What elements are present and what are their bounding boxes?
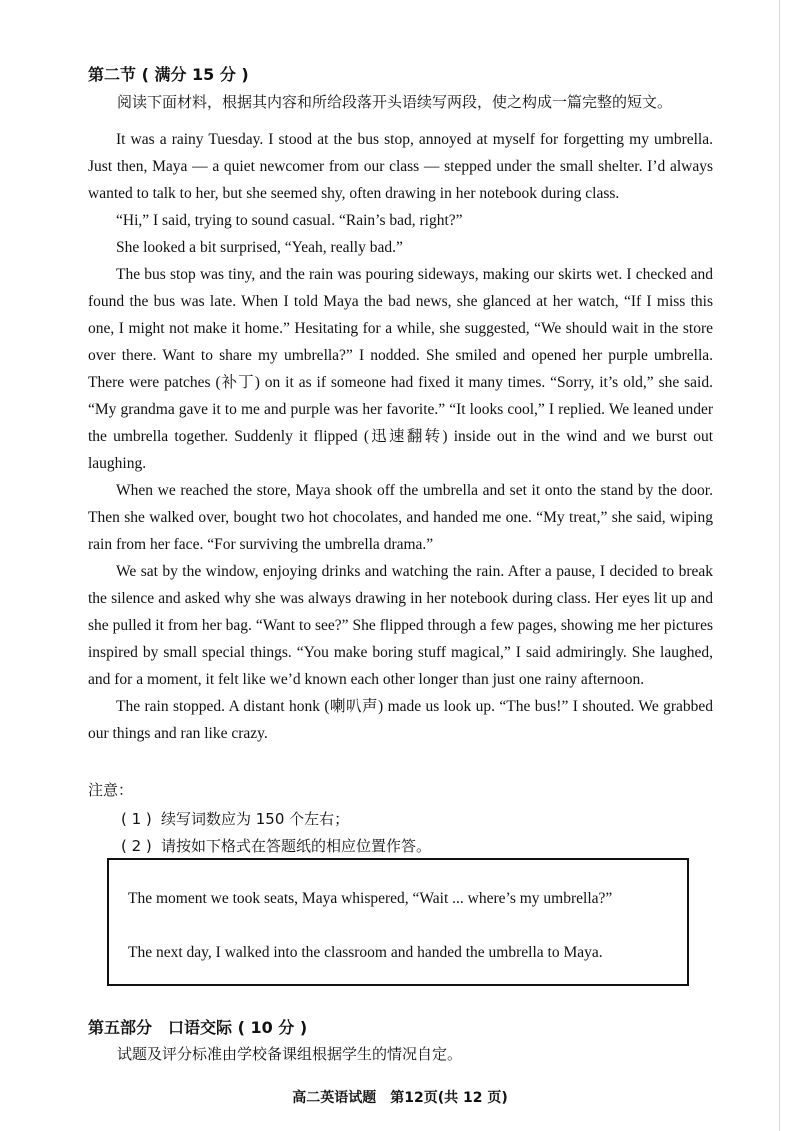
- story-paragraph-7: The rain stopped. A distant honk (喇叭声) made us look up. “The bus!” I shouted. We grabbed our things and ran like crazy.: [88, 698, 713, 742]
- story-paragraph-4: The bus stop was tiny, and the rain was pouring sideways, making our skirts wet. I checked and found the bus was late. When I told Maya the bad news, she glanced at her watch, “If I miss this one, I might not make it home.” Hesitating for a while, she suggested, “We should wait in the store over there. Want to share my umbrella?” I nodded. She smiled and opened her purple umbrella. There were patches (补丁) on it as if someone had fixed it many times. “Sorry, it’s old,” she said. “My grandma gave it to me and purple was her favorite.” “It looks cool,” I replied. We leaned under the umbrella together. Suddenly it flipped (迅速翻转) inside out in the wind and we burst out laughing.: [88, 266, 713, 472]
- continuation-prompt-box: [107, 858, 689, 986]
- page-edge-divider: [779, 0, 780, 1131]
- continuation-opening-1: The moment we took seats, Maya whispered, “Wait ... where’s my umbrella?”: [128, 890, 613, 907]
- story-paragraph-1: It was a rainy Tuesday. I stood at the bus stop, annoyed at myself for forgetting my umbrella. Just then, Maya — a quiet newcomer from our class — stepped under the small shelter. I’d always wanted to talk to her, but she seemed shy, often drawing in her notebook during class.: [88, 131, 713, 202]
- note-item-2: [121, 835, 431, 856]
- note-number: ( 2 ): [121, 837, 152, 855]
- part5-title: 第五部分 口语交际 ( 10 分 ): [88, 1018, 308, 1037]
- note-text: 请按如下格式在答题纸的相应位置作答。: [161, 837, 432, 855]
- page-footer: 高二英语试题 第12页(共 12 页): [292, 1090, 508, 1106]
- story-text: [88, 126, 713, 747]
- note-item-1: [121, 808, 349, 829]
- story-paragraph-5: When we reached the store, Maya shook off the umbrella and set it onto the stand by the door. Then she walked over, bought two hot chocolates, and handed me one. “My treat,” she said, wiping rain from her face. “For surviving the umbrella drama.”: [88, 482, 713, 553]
- note-number: ( 1 ): [121, 810, 152, 828]
- continuation-opening-2: The next day, I walked into the classroom and handed the umbrella to Maya.: [128, 944, 603, 961]
- note-text: 续写词数应为 150 个左右；: [161, 810, 350, 828]
- story-paragraph-6: We sat by the window, enjoying drinks and watching the rain. After a pause, I decided to break the silence and asked why she was always drawing in her notebook during class. Her eyes lit up and she pulled it from her bag. “Want to see?” She flipped through a few pages, showing me her pictures inspired by small special things. “You make boring stuff magical,” I said admiringly. She laughed, and for a moment, it felt like we’d known each other longer than just one rainy afternoon.: [88, 563, 713, 688]
- notes-title: 注意：: [88, 781, 134, 799]
- section2-instruction: 阅读下面材料，根据其内容和所给段落开头语续写两段，使之构成一篇完整的短文。: [117, 93, 673, 111]
- story-paragraph-3: She looked a bit surprised, “Yeah, really bad.”: [116, 239, 403, 256]
- section2-title: 第二节 ( 满分 15 分 ): [88, 65, 249, 84]
- story-paragraph-2: “Hi,” I said, trying to sound casual. “Rain’s bad, right?”: [116, 212, 463, 229]
- part5-text: 试题及评分标准由学校备课组根据学生的情况自定。: [117, 1045, 463, 1063]
